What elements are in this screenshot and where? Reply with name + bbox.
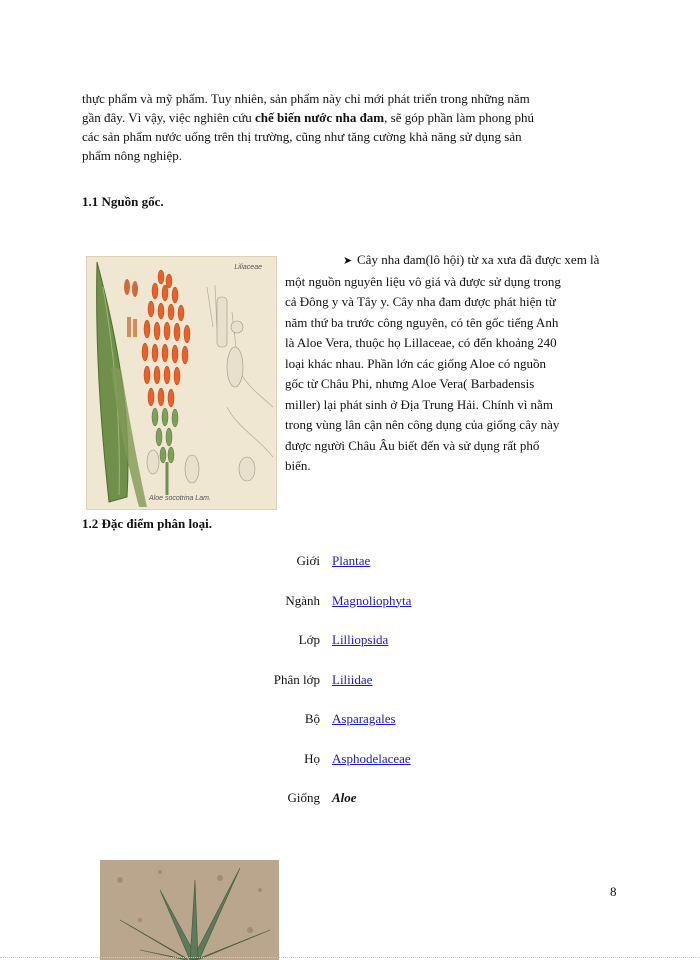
section-heading-origin: 1.1 Nguồn gốc. <box>82 194 164 209</box>
rank-label: Giới <box>296 553 320 568</box>
rank-label: Bộ <box>304 711 320 726</box>
link-asparagales[interactable]: Asparagales <box>332 711 396 726</box>
aloe-plant-drawing <box>87 257 276 509</box>
intro-line-2 <box>82 108 622 127</box>
intro-line-2-start: gần đây. Vì vậy, việc nghiên cứu <box>82 110 255 125</box>
origin-line-11: biến. <box>285 458 311 473</box>
origin-line-7: gốc từ Châu Phi, nhưng Aloe Vera( Barbadensis <box>285 376 535 391</box>
intro-line-2-end: , sẽ góp phần làm phong phú <box>384 110 534 125</box>
link-asphodelaceae[interactable]: Asphodelaceae <box>332 750 411 766</box>
origin-line-8: miller) lại phát sinh ở Địa Trung Hải. Chính vì nằm <box>285 396 553 412</box>
origin-line-4: năm thứ ba trước công nguyên, có tên gốc tiếng Anh <box>285 314 559 330</box>
origin-line-10: được người Châu Âu biết đến và sử dụng rất phổ <box>285 437 540 453</box>
taxonomy-row-order <box>254 711 411 751</box>
plate-family-label: Liliaceae <box>234 264 262 271</box>
intro-bold-phrase: chế biến nước nha đam <box>255 110 385 125</box>
aloe-plant-photo <box>100 860 279 960</box>
origin-line-5: là Aloe Vera, thuộc họ Lillaceae, có đến khoảng 240 <box>285 335 557 350</box>
page-bottom-divider <box>0 957 700 958</box>
intro-line-3: các sản phẩm nước uống trên thị trường, cũng như tăng cường khả năng sử dụng sản <box>82 129 522 144</box>
taxonomy-row-genus <box>254 790 411 830</box>
origin-line-9: trong vùng lân cận nên công dụng của giống cây này <box>285 417 560 432</box>
taxonomy-row-family <box>254 751 411 791</box>
taxonomy-table <box>254 553 411 830</box>
intro-paragraph <box>82 89 622 165</box>
origin-paragraph <box>285 250 665 477</box>
rank-label: Họ <box>304 750 320 766</box>
link-lilliopsida[interactable]: Lilliopsida <box>332 632 389 647</box>
rank-label: Phân lớp <box>273 671 320 687</box>
origin-line-3: cả Đông y và Tây y. Cây nha đam được phát hiện từ <box>285 294 556 309</box>
link-magnoliophyta[interactable]: Magnoliophyta <box>332 592 412 608</box>
link-plantae[interactable]: Plantae <box>332 553 371 568</box>
section-heading-classification: 1.2 Đặc điểm phân loại. <box>82 516 213 531</box>
rank-label: Giống <box>287 790 320 805</box>
origin-line-1-text: Cây nha đam(lô hội) từ xa xưa đã được xem là <box>357 252 600 267</box>
taxonomy-row-subclass <box>254 672 411 712</box>
aloe-photo-drawing <box>100 860 279 960</box>
intro-line-1: thực phẩm và mỹ phẩm. Tuy nhiên, sản phẩm này chỉ mới phát triển trong những năm <box>82 91 530 106</box>
taxonomy-row-class <box>254 632 411 672</box>
arrow-bullet-icon: ➤ <box>343 255 353 267</box>
origin-line-1 <box>285 250 665 272</box>
page-number: 8 <box>610 884 617 899</box>
origin-line-6: loại khác nhau. Phần lớn các giống Aloe có nguồn <box>285 355 547 371</box>
rank-label: Lớp <box>298 632 320 647</box>
origin-line-2: một nguồn nguyên liệu vô giá và được sử dụng trong <box>285 273 561 289</box>
intro-line-4: phẩm nông nghiệp. <box>82 148 183 163</box>
link-liliidae[interactable]: Liliidae <box>332 671 373 687</box>
plate-species-label: Aloe socotrina Lam. <box>149 495 211 502</box>
taxonomy-row-division <box>254 593 411 633</box>
aloe-botanical-illustration <box>86 256 277 510</box>
taxonomy-row-kingdom <box>254 553 411 593</box>
genus-value: Aloe <box>332 790 357 805</box>
rank-label: Ngành <box>285 592 320 608</box>
